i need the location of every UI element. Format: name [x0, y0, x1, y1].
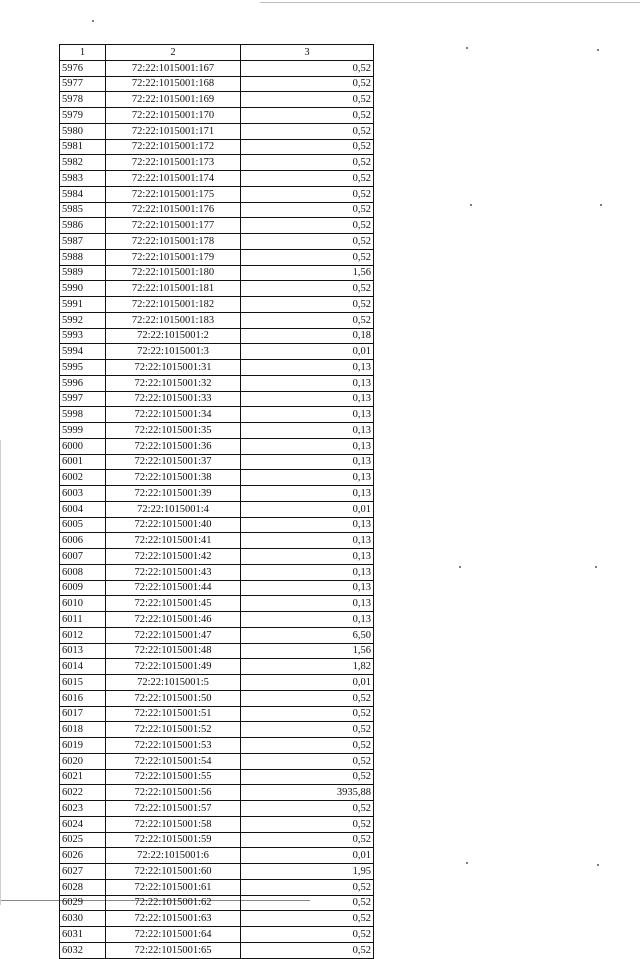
table-row	[60, 549, 374, 565]
row-number-cell: 6005	[60, 517, 106, 533]
table-row	[60, 911, 374, 927]
table-row	[60, 76, 374, 92]
area-value-cell: 0,52	[241, 218, 374, 234]
row-number-cell: 6014	[60, 659, 106, 675]
row-number-cell: 6025	[60, 832, 106, 848]
area-value-cell: 0,13	[241, 375, 374, 391]
row-number-cell: 6023	[60, 801, 106, 817]
cadastral-number-cell: 72:22:1015001:60	[106, 864, 241, 880]
area-value-cell: 0,52	[241, 108, 374, 124]
scan-speck	[92, 20, 94, 22]
cadastral-number-cell: 72:22:1015001:53	[106, 738, 241, 754]
row-number-cell: 6006	[60, 533, 106, 549]
cadastral-number-cell: 72:22:1015001:182	[106, 297, 241, 313]
area-value-cell: 0,13	[241, 596, 374, 612]
area-value-cell: 0,52	[241, 706, 374, 722]
row-number-cell: 6029	[60, 895, 106, 911]
table-row	[60, 123, 374, 139]
area-value-cell: 0,52	[241, 249, 374, 265]
area-value-cell: 0,52	[241, 895, 374, 911]
table-row	[60, 596, 374, 612]
table-row	[60, 801, 374, 817]
cadastral-number-cell: 72:22:1015001:39	[106, 486, 241, 502]
cadastral-number-cell: 72:22:1015001:170	[106, 108, 241, 124]
table-row	[60, 92, 374, 108]
cadastral-number-cell: 72:22:1015001:36	[106, 438, 241, 454]
table-row	[60, 360, 374, 376]
table-row	[60, 580, 374, 596]
area-value-cell: 3935,88	[241, 785, 374, 801]
table-row	[60, 423, 374, 439]
row-number-cell: 5995	[60, 360, 106, 376]
area-value-cell: 0,13	[241, 438, 374, 454]
area-value-cell: 1,56	[241, 643, 374, 659]
area-value-cell: 0,52	[241, 753, 374, 769]
table-row	[60, 234, 374, 250]
table-row	[60, 706, 374, 722]
column-header-2: 2	[106, 45, 241, 61]
cadastral-number-cell: 72:22:1015001:59	[106, 832, 241, 848]
table-row	[60, 895, 374, 911]
row-number-cell: 5994	[60, 344, 106, 360]
cadastral-number-cell: 72:22:1015001:62	[106, 895, 241, 911]
table-row	[60, 486, 374, 502]
cadastral-number-cell: 72:22:1015001:173	[106, 155, 241, 171]
table-row	[60, 659, 374, 675]
table-row	[60, 927, 374, 943]
table-row	[60, 738, 374, 754]
area-value-cell: 0,13	[241, 517, 374, 533]
scan-speck	[459, 566, 461, 568]
area-value-cell: 0,13	[241, 564, 374, 580]
table-row	[60, 375, 374, 391]
cadastral-number-cell: 72:22:1015001:58	[106, 816, 241, 832]
row-number-cell: 6032	[60, 942, 106, 958]
row-number-cell: 6022	[60, 785, 106, 801]
cadastral-number-cell: 72:22:1015001:61	[106, 879, 241, 895]
row-number-cell: 6018	[60, 722, 106, 738]
row-number-cell: 6027	[60, 864, 106, 880]
area-value-cell: 0,52	[241, 879, 374, 895]
row-number-cell: 6028	[60, 879, 106, 895]
table-row	[60, 454, 374, 470]
table-row	[60, 328, 374, 344]
cadastral-number-cell: 72:22:1015001:57	[106, 801, 241, 817]
table-row	[60, 564, 374, 580]
table-row	[60, 391, 374, 407]
area-value-cell: 0,13	[241, 407, 374, 423]
area-value-cell: 0,52	[241, 738, 374, 754]
scan-speck	[597, 864, 599, 866]
row-number-cell: 6012	[60, 627, 106, 643]
row-number-cell: 5997	[60, 391, 106, 407]
table-row	[60, 438, 374, 454]
area-value-cell: 0,52	[241, 60, 374, 76]
row-number-cell: 5993	[60, 328, 106, 344]
area-value-cell: 0,13	[241, 612, 374, 628]
row-number-cell: 6008	[60, 564, 106, 580]
cadastral-number-cell: 72:22:1015001:42	[106, 549, 241, 565]
row-number-cell: 6015	[60, 675, 106, 691]
row-number-cell: 6031	[60, 927, 106, 943]
row-number-cell: 6007	[60, 549, 106, 565]
area-value-cell: 0,13	[241, 470, 374, 486]
area-value-cell: 0,52	[241, 92, 374, 108]
area-value-cell: 1,95	[241, 864, 374, 880]
cadastral-number-cell: 72:22:1015001:51	[106, 706, 241, 722]
cadastral-number-cell: 72:22:1015001:41	[106, 533, 241, 549]
area-value-cell: 0,52	[241, 139, 374, 155]
cadastral-number-cell: 72:22:1015001:65	[106, 942, 241, 958]
area-value-cell: 0,52	[241, 155, 374, 171]
column-header-3: 3	[241, 45, 374, 61]
row-number-cell: 5999	[60, 423, 106, 439]
table-row	[60, 753, 374, 769]
area-value-cell: 0,01	[241, 675, 374, 691]
row-number-cell: 5987	[60, 234, 106, 250]
table-header-row	[60, 45, 374, 61]
row-number-cell: 6017	[60, 706, 106, 722]
row-number-cell: 6024	[60, 816, 106, 832]
area-value-cell: 0,52	[241, 186, 374, 202]
cadastral-number-cell: 72:22:1015001:49	[106, 659, 241, 675]
area-value-cell: 0,52	[241, 123, 374, 139]
row-number-cell: 6020	[60, 753, 106, 769]
table-row	[60, 108, 374, 124]
table-row	[60, 816, 374, 832]
table-row	[60, 785, 374, 801]
cadastral-number-cell: 72:22:1015001:47	[106, 627, 241, 643]
area-value-cell: 1,82	[241, 659, 374, 675]
cadastral-number-cell: 72:22:1015001:55	[106, 769, 241, 785]
table-row	[60, 312, 374, 328]
table-row	[60, 533, 374, 549]
table-row	[60, 470, 374, 486]
table-row	[60, 60, 374, 76]
cadastral-number-cell: 72:22:1015001:3	[106, 344, 241, 360]
row-number-cell: 6026	[60, 848, 106, 864]
cadastral-number-cell: 72:22:1015001:178	[106, 234, 241, 250]
cadastral-number-cell: 72:22:1015001:4	[106, 501, 241, 517]
scan-speck	[470, 204, 472, 206]
cadastral-number-cell: 72:22:1015001:50	[106, 690, 241, 706]
area-value-cell: 0,52	[241, 942, 374, 958]
area-value-cell: 0,52	[241, 722, 374, 738]
row-number-cell: 6010	[60, 596, 106, 612]
row-number-cell: 5978	[60, 92, 106, 108]
table-row	[60, 186, 374, 202]
row-number-cell: 6013	[60, 643, 106, 659]
row-number-cell: 6004	[60, 501, 106, 517]
table-row	[60, 722, 374, 738]
cadastral-number-cell: 72:22:1015001:169	[106, 92, 241, 108]
area-value-cell: 0,13	[241, 580, 374, 596]
row-number-cell: 5991	[60, 297, 106, 313]
row-number-cell: 6011	[60, 612, 106, 628]
area-value-cell: 0,52	[241, 769, 374, 785]
area-value-cell: 0,13	[241, 533, 374, 549]
row-number-cell: 6019	[60, 738, 106, 754]
cadastral-number-cell: 72:22:1015001:179	[106, 249, 241, 265]
cadastral-number-cell: 72:22:1015001:54	[106, 753, 241, 769]
area-value-cell: 0,52	[241, 234, 374, 250]
cadastral-number-cell: 72:22:1015001:2	[106, 328, 241, 344]
scan-speck	[466, 47, 468, 49]
row-number-cell: 6030	[60, 911, 106, 927]
area-value-cell: 0,18	[241, 328, 374, 344]
table-row	[60, 942, 374, 958]
table-row	[60, 344, 374, 360]
row-number-cell: 5981	[60, 139, 106, 155]
table-row	[60, 864, 374, 880]
area-value-cell: 0,52	[241, 927, 374, 943]
land-parcel-table	[59, 44, 374, 959]
row-number-cell: 6000	[60, 438, 106, 454]
area-value-cell: 0,01	[241, 501, 374, 517]
cadastral-number-cell: 72:22:1015001:168	[106, 76, 241, 92]
row-number-cell: 6021	[60, 769, 106, 785]
table-row	[60, 202, 374, 218]
row-number-cell: 5983	[60, 171, 106, 187]
area-value-cell: 0,52	[241, 312, 374, 328]
table-row	[60, 769, 374, 785]
cadastral-number-cell: 72:22:1015001:180	[106, 265, 241, 281]
scan-margin-line	[0, 440, 1, 905]
row-number-cell: 6016	[60, 690, 106, 706]
table-row	[60, 675, 374, 691]
table-body	[60, 60, 374, 958]
scan-edge-line	[260, 2, 640, 3]
cadastral-number-cell: 72:22:1015001:171	[106, 123, 241, 139]
cadastral-number-cell: 72:22:1015001:183	[106, 312, 241, 328]
cadastral-number-cell: 72:22:1015001:37	[106, 454, 241, 470]
area-value-cell: 1,56	[241, 265, 374, 281]
table-row	[60, 848, 374, 864]
row-number-cell: 5979	[60, 108, 106, 124]
table-row	[60, 171, 374, 187]
area-value-cell: 0,13	[241, 486, 374, 502]
row-number-cell: 5989	[60, 265, 106, 281]
row-number-cell: 5977	[60, 76, 106, 92]
area-value-cell: 0,01	[241, 344, 374, 360]
scan-speck	[600, 204, 602, 206]
cadastral-number-cell: 72:22:1015001:44	[106, 580, 241, 596]
row-number-cell: 5990	[60, 281, 106, 297]
row-number-cell: 5984	[60, 186, 106, 202]
row-number-cell: 6009	[60, 580, 106, 596]
area-value-cell: 0,52	[241, 816, 374, 832]
cadastral-number-cell: 72:22:1015001:64	[106, 927, 241, 943]
area-value-cell: 0,13	[241, 391, 374, 407]
table-row	[60, 155, 374, 171]
area-value-cell: 6,50	[241, 627, 374, 643]
table-row	[60, 501, 374, 517]
cadastral-number-cell: 72:22:1015001:45	[106, 596, 241, 612]
cadastral-number-cell: 72:22:1015001:32	[106, 375, 241, 391]
cadastral-number-cell: 72:22:1015001:175	[106, 186, 241, 202]
table-row	[60, 517, 374, 533]
area-value-cell: 0,52	[241, 76, 374, 92]
area-value-cell: 0,01	[241, 848, 374, 864]
column-header-1: 1	[60, 45, 106, 61]
area-value-cell: 0,52	[241, 801, 374, 817]
row-number-cell: 5982	[60, 155, 106, 171]
cadastral-number-cell: 72:22:1015001:52	[106, 722, 241, 738]
area-value-cell: 0,52	[241, 832, 374, 848]
scan-speck	[595, 566, 597, 568]
area-value-cell: 0,13	[241, 360, 374, 376]
cadastral-number-cell: 72:22:1015001:181	[106, 281, 241, 297]
area-value-cell: 0,52	[241, 202, 374, 218]
table-row	[60, 832, 374, 848]
cadastral-number-cell: 72:22:1015001:43	[106, 564, 241, 580]
cadastral-number-cell: 72:22:1015001:174	[106, 171, 241, 187]
row-number-cell: 5986	[60, 218, 106, 234]
cadastral-number-cell: 72:22:1015001:38	[106, 470, 241, 486]
scan-speck	[466, 862, 468, 864]
cadastral-number-cell: 72:22:1015001:31	[106, 360, 241, 376]
row-number-cell: 6002	[60, 470, 106, 486]
row-number-cell: 6003	[60, 486, 106, 502]
area-value-cell: 0,13	[241, 423, 374, 439]
scan-speck	[597, 49, 599, 51]
area-value-cell: 0,13	[241, 549, 374, 565]
cadastral-number-cell: 72:22:1015001:48	[106, 643, 241, 659]
area-value-cell: 0,52	[241, 297, 374, 313]
table-row	[60, 281, 374, 297]
cadastral-number-cell: 72:22:1015001:46	[106, 612, 241, 628]
cadastral-number-cell: 72:22:1015001:34	[106, 407, 241, 423]
row-number-cell: 5980	[60, 123, 106, 139]
row-number-cell: 5992	[60, 312, 106, 328]
cadastral-number-cell: 72:22:1015001:56	[106, 785, 241, 801]
row-number-cell: 5988	[60, 249, 106, 265]
table-row	[60, 627, 374, 643]
table-row	[60, 690, 374, 706]
area-value-cell: 0,52	[241, 690, 374, 706]
row-number-cell: 5976	[60, 60, 106, 76]
cadastral-number-cell: 72:22:1015001:5	[106, 675, 241, 691]
table-row	[60, 407, 374, 423]
table-row	[60, 265, 374, 281]
cadastral-number-cell: 72:22:1015001:63	[106, 911, 241, 927]
table-row	[60, 218, 374, 234]
table-row	[60, 249, 374, 265]
cadastral-number-cell: 72:22:1015001:172	[106, 139, 241, 155]
area-value-cell: 0,52	[241, 911, 374, 927]
row-number-cell: 5985	[60, 202, 106, 218]
area-value-cell: 0,52	[241, 171, 374, 187]
cadastral-number-cell: 72:22:1015001:176	[106, 202, 241, 218]
table-row	[60, 879, 374, 895]
table-row	[60, 139, 374, 155]
cadastral-number-cell: 72:22:1015001:167	[106, 60, 241, 76]
row-number-cell: 5996	[60, 375, 106, 391]
area-value-cell: 0,13	[241, 454, 374, 470]
cadastral-number-cell: 72:22:1015001:35	[106, 423, 241, 439]
cadastral-number-cell: 72:22:1015001:33	[106, 391, 241, 407]
cadastral-number-cell: 72:22:1015001:177	[106, 218, 241, 234]
table-row	[60, 612, 374, 628]
row-number-cell: 5998	[60, 407, 106, 423]
cadastral-number-cell: 72:22:1015001:40	[106, 517, 241, 533]
table-row	[60, 643, 374, 659]
cadastral-number-cell: 72:22:1015001:6	[106, 848, 241, 864]
table-row	[60, 297, 374, 313]
area-value-cell: 0,52	[241, 281, 374, 297]
row-number-cell: 6001	[60, 454, 106, 470]
